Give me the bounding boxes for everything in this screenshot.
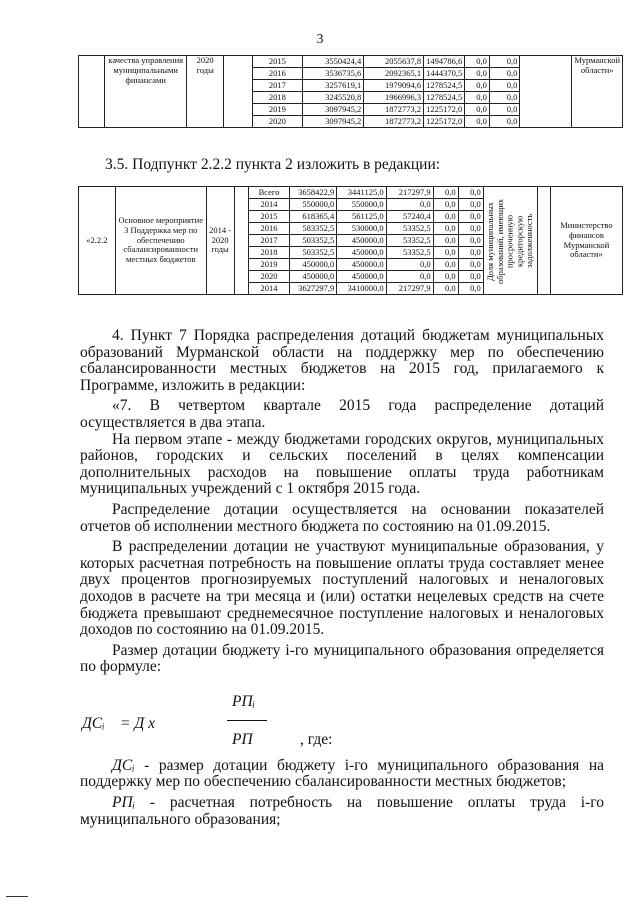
value-cell: 3097945,2 <box>303 104 364 116</box>
value-cell: 0,0 <box>465 92 490 104</box>
year-cell: 2015 <box>252 56 303 68</box>
definition-symbol: РПᵢ <box>112 794 136 812</box>
value-cell: 0,0 <box>465 68 490 80</box>
measure-description: Основное мероприятие 3 Поддержка мер по обеспечению сбалансированности местных бюджетов <box>115 187 206 295</box>
value-cell: 3550424,4 <box>303 56 364 68</box>
value-cell: 503352,5 <box>289 235 337 247</box>
value-cell: 450000,0 <box>289 271 337 283</box>
value-cell: 503352,5 <box>289 247 337 259</box>
value-cell: 561125,0 <box>337 211 386 223</box>
paragraph: Размер дотации бюджету i-го муниципального образования определяется по формуле: <box>80 641 604 676</box>
value-cell: 530000,0 <box>337 223 386 235</box>
value-cell: 550000,0 <box>289 199 337 211</box>
empty-cell <box>520 56 572 128</box>
value-cell: 1278524,5 <box>424 92 465 104</box>
program-table-2-2-2 <box>78 186 623 295</box>
year-cell: 2015 <box>249 211 289 223</box>
value-cell: 0,0 <box>458 211 483 223</box>
value-cell: 0,0 <box>465 104 490 116</box>
value-cell: 0,0 <box>386 199 433 211</box>
year-cell: 2018 <box>252 92 303 104</box>
value-cell: 3410000,0 <box>337 283 386 295</box>
value-cell: 1225172,0 <box>424 116 465 128</box>
definition-text: - расчетная потребность на повышение оплаты труда i-го муниципального образования; <box>80 794 604 828</box>
empty-cell <box>234 187 249 295</box>
value-cell: 0,0 <box>458 187 483 199</box>
value-cell: 0,0 <box>386 259 433 271</box>
value-cell: 0,0 <box>465 80 490 92</box>
value-cell: 450000,0 <box>337 271 386 283</box>
value-cell: 0,0 <box>458 283 483 295</box>
value-cell: 0,0 <box>458 223 483 235</box>
value-cell: 0,0 <box>489 68 520 80</box>
value-cell: 0,0 <box>489 56 520 68</box>
year-cell: 2017 <box>252 80 303 92</box>
fraction-bar <box>227 720 267 721</box>
year-cell: 2017 <box>249 235 289 247</box>
indicator-text: Доля муниципальных образований, имеющих просроченную кредиторскую задолженность <box>484 197 534 284</box>
value-cell: 618365,4 <box>289 211 337 223</box>
measure-description: качества управления муниципальными финансами <box>105 56 187 128</box>
value-cell: 0,0 <box>433 223 458 235</box>
table-row <box>79 56 623 68</box>
value-cell: 53352,5 <box>386 235 433 247</box>
value-cell: 1872773,2 <box>364 116 424 128</box>
year-cell: 2018 <box>249 247 289 259</box>
document-body <box>80 328 604 832</box>
value-cell: 0,0 <box>433 271 458 283</box>
value-cell: 0,0 <box>433 283 458 295</box>
definition <box>80 758 604 791</box>
paragraph: 4. Пункт 7 Порядка распределения дотаций бюджетам муниципальных образований Мурманской области на поддержку мер по обеспечению сбалансированности местных бюджетов на 2015 год, прилагаемого к Программе, изложить в редакции: <box>80 327 604 394</box>
value-cell: 0,0 <box>489 104 520 116</box>
value-cell: 3245520,8 <box>303 92 364 104</box>
year-cell: 2016 <box>249 223 289 235</box>
value-cell: 217297,9 <box>386 283 433 295</box>
formula-denominator: РП <box>232 730 253 748</box>
year-cell: 2019 <box>252 104 303 116</box>
value-cell: 0,0 <box>433 259 458 271</box>
value-cell: 0,0 <box>433 199 458 211</box>
value-cell: 53352,5 <box>386 247 433 259</box>
value-cell: 57240,4 <box>386 211 433 223</box>
value-cell: 3658422,9 <box>289 187 337 199</box>
formula-coefficient: = Д х <box>120 714 155 732</box>
value-cell: 1979094,6 <box>364 80 424 92</box>
paragraph: Распределение дотации осуществляется на основании показателей отчетов об исполнении местного бюджета по состоянию на 01.09.2015. <box>80 500 604 535</box>
year-cell: 2020 <box>249 271 289 283</box>
period-cell: 2020 годы <box>187 56 224 128</box>
value-cell: 1494786,6 <box>424 56 465 68</box>
value-cell: 450000,0 <box>337 259 386 271</box>
year-cell: 2020 <box>252 116 303 128</box>
value-cell: 3097945,2 <box>303 116 364 128</box>
value-cell: 0,0 <box>465 116 490 128</box>
value-cell: 2092365,1 <box>364 68 424 80</box>
value-cell: 1278524,5 <box>424 80 465 92</box>
item-number: «2.2.2 <box>79 187 116 295</box>
value-cell: 1966996,3 <box>364 92 424 104</box>
indicator-cell <box>483 187 537 295</box>
value-cell: 2055637,8 <box>364 56 424 68</box>
value-cell: 0,0 <box>458 199 483 211</box>
formula-tail: , где: <box>300 730 333 748</box>
value-cell: 3257619,1 <box>303 80 364 92</box>
value-cell: 53352,5 <box>386 223 433 235</box>
year-cell: 2016 <box>252 68 303 80</box>
definition-symbol: ДСᵢ <box>112 756 135 774</box>
empty-cell <box>79 56 105 128</box>
year-cell: Всего <box>249 187 289 199</box>
value-cell: 0,0 <box>433 211 458 223</box>
value-cell: 3536735,6 <box>303 68 364 80</box>
executor-cell: Мурманской области» <box>572 56 623 128</box>
formula-lhs: ДСᵢ <box>82 714 105 732</box>
value-cell: 583352,5 <box>289 223 337 235</box>
page-corner-mark <box>6 896 28 897</box>
definition <box>80 795 604 828</box>
formula-numerator: РПᵢ <box>232 692 256 710</box>
value-cell: 450000,0 <box>337 235 386 247</box>
year-cell: 2019 <box>249 259 289 271</box>
value-cell: 3627297,9 <box>289 283 337 295</box>
executor-cell: Министерство финансов Мурманской области» <box>550 187 622 295</box>
value-cell: 0,0 <box>458 271 483 283</box>
year-cell: 2014 <box>249 283 289 295</box>
value-cell: 0,0 <box>433 247 458 259</box>
value-cell: 0,0 <box>489 80 520 92</box>
value-cell: 450000,0 <box>289 259 337 271</box>
value-cell: 0,0 <box>465 56 490 68</box>
value-cell: 3441125,0 <box>337 187 386 199</box>
value-cell: 450000,0 <box>337 247 386 259</box>
value-cell: 550000,0 <box>337 199 386 211</box>
year-cell: 2014 <box>249 199 289 211</box>
table-row <box>79 187 623 199</box>
value-cell: 1872773,2 <box>364 104 424 116</box>
empty-cell <box>537 187 550 295</box>
value-cell: 0,0 <box>489 92 520 104</box>
formula <box>80 680 604 758</box>
period-cell: 2014 - 2020 годы <box>206 187 234 295</box>
paragraph: На первом этапе - между бюджетами городских округов, муниципальных районов, городских и сельских поселений в целях компенсации дополнительных расходов на повышение оплаты труда работникам муниципальных учреждений с 1 октября 2015 года. <box>80 430 604 498</box>
value-cell: 0,0 <box>458 247 483 259</box>
value-cell: 0,0 <box>386 271 433 283</box>
value-cell: 0,0 <box>458 235 483 247</box>
value-cell: 217297,9 <box>386 187 433 199</box>
value-cell: 0,0 <box>433 235 458 247</box>
paragraph: В распределении дотации не участвуют муниципальные образования, у которых расчетная потребность на повышение оплаты труда составляет менее двух процентов прогнозируемых поступлений налоговых и неналоговых доходов в расчете на три месяца и (или) остатки нецелевых средств на счете бюджета превышают среднемесячное поступление налоговых и неналоговых доходов по состоянию на 01.09.2015. <box>80 538 604 639</box>
definition-text: - размер дотации бюджету i-го муниципального образования на поддержку мер по обеспечению сбалансированности местных бюджетов; <box>80 756 604 791</box>
value-cell: 0,0 <box>433 187 458 199</box>
program-table-continued <box>78 55 623 128</box>
empty-cell <box>224 56 252 128</box>
value-cell: 1225172,0 <box>424 104 465 116</box>
page-number: 3 <box>316 32 324 47</box>
section-heading: 3.5. Подпункт 2.2.2 пункта 2 изложить в редакции: <box>105 156 441 173</box>
paragraph: «7. В четвертом квартале 2015 года распределение дотаций осуществляется в два этапа. <box>80 397 604 431</box>
value-cell: 0,0 <box>489 116 520 128</box>
value-cell: 1444370,5 <box>424 68 465 80</box>
value-cell: 0,0 <box>458 259 483 271</box>
